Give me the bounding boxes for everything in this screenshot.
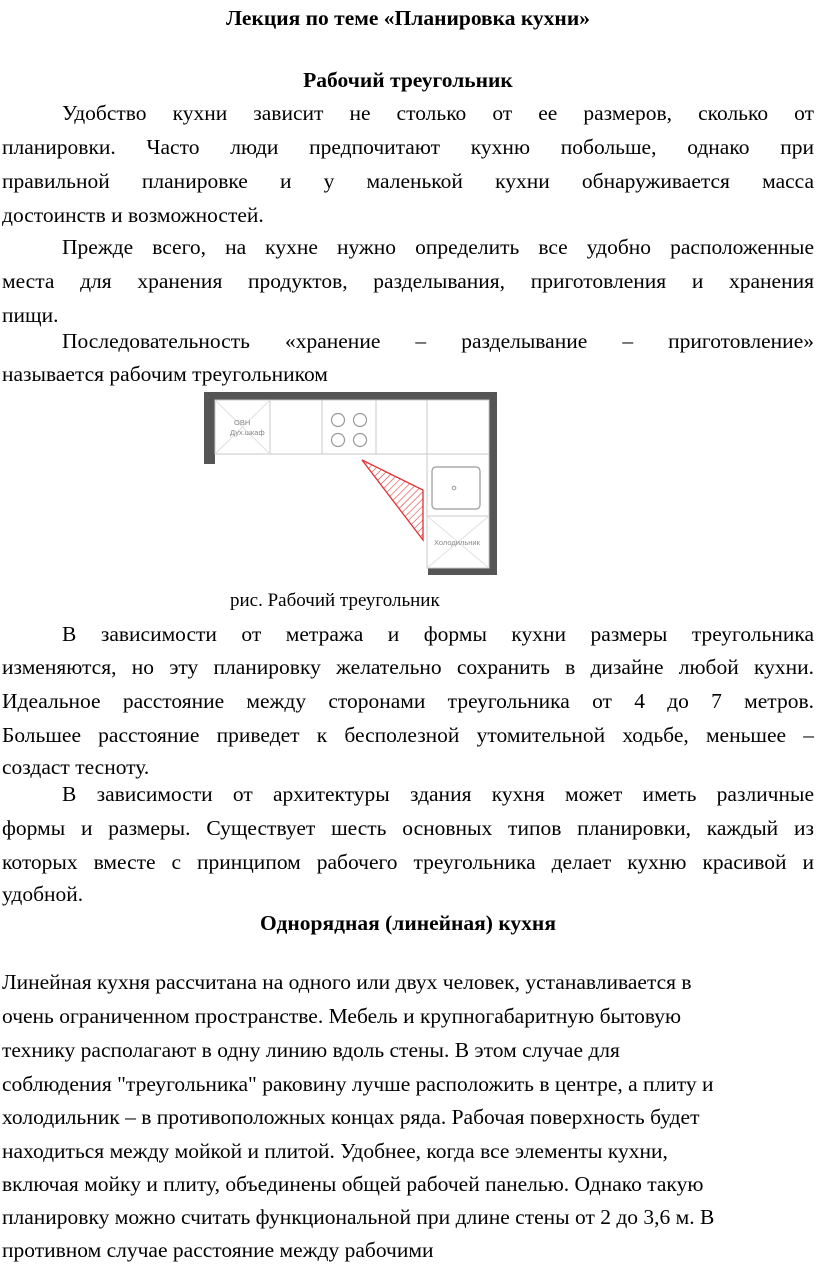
oven-label: ОВН	[234, 418, 251, 427]
paragraph-line: Прежде всего, на кухне нужно определить все удобно расположенные	[62, 235, 814, 259]
paragraph-line: противном случае расстояние между рабочими	[2, 1238, 434, 1262]
paragraph-line: Идеальное расстояние между сторонами треугольника от 4 до 7 метров.	[2, 689, 814, 713]
burner-icon	[354, 434, 367, 447]
kitchen-plan-figure	[204, 392, 504, 578]
paragraph-line: Линейная кухня рассчитана на одного или двух человек, устанавливается в	[2, 970, 692, 994]
section-heading-work-triangle: Рабочий треугольник	[303, 68, 513, 92]
paragraph-line: изменяются, но эту планировку желательно сохранить в дизайне любой кухни.	[2, 655, 814, 679]
paragraph-line: В зависимости от архитектуры здания кухня может иметь различные	[62, 782, 814, 806]
kitchen-plan-drawing	[204, 392, 504, 578]
paragraph-line: достоинств и возможностей.	[2, 203, 264, 227]
paragraph-line: соблюдения "треугольника" раковину лучше расположить в центре, а плиту и	[2, 1072, 714, 1096]
figure-caption: рис. Рабочий треугольник	[230, 590, 440, 611]
paragraph-line: Большее расстояние приведет к бесполезной утомительной ходьбе, меньшее –	[2, 723, 814, 747]
paragraph-line: очень ограниченном пространстве. Мебель и крупногабаритную бытовую	[2, 1004, 682, 1028]
burner-icon	[332, 414, 345, 427]
paragraph-line: включая мойку и плиту, объединены общей рабочей панелью. Однако такую	[2, 1172, 704, 1196]
paragraph-line: удобной.	[2, 882, 84, 906]
paragraph-line: формы и размеры. Существует шесть основных типов планировки, каждый из	[2, 816, 814, 840]
burner-icon	[354, 414, 367, 427]
paragraph-line: которых вместе с принципом рабочего треугольника делает кухню красивой и	[2, 850, 814, 874]
paragraph-line: находиться между мойкой и плитой. Удобнее, когда все элементы кухни,	[2, 1139, 668, 1163]
paragraph-line: места для хранения продуктов, разделывания, приготовления и хранения	[2, 269, 814, 293]
paragraph-line: создаст тесноту.	[2, 755, 150, 779]
paragraph-line: холодильник – в противоположных концах ряда. Рабочая поверхность будет	[2, 1105, 700, 1129]
fridge-label: Холодильник	[434, 538, 480, 547]
burner-icon	[332, 434, 345, 447]
paragraph-line: технику располагают в одну линию вдоль стены. В этом случае для	[2, 1038, 620, 1062]
work-triangle-shape	[362, 460, 423, 540]
paragraph-line: планировки. Часто люди предпочитают кухню побольше, однако при	[2, 135, 814, 159]
document-title: Лекция по теме «Планировка кухни»	[226, 6, 590, 30]
top-counter	[215, 400, 489, 454]
paragraph-line: Последовательность «хранение – разделывание – приготовление»	[62, 329, 814, 353]
paragraph-line: В зависимости от метража и формы кухни размеры треугольника	[62, 622, 814, 646]
paragraph-line: называется рабочим треугольником	[2, 362, 328, 386]
paragraph-line: планировку можно считать функциональной при длине стены от 2 до 3,6 м. В	[2, 1205, 715, 1229]
paragraph-line: правильной планировке и у маленькой кухни обнаруживается масса	[2, 169, 814, 193]
paragraph-line: пищи.	[2, 303, 59, 327]
section-heading-linear-kitchen: Однорядная (линейная) кухня	[260, 911, 556, 935]
paragraph-line: Удобство кухни зависит не столько от ее размеров, сколько от	[62, 101, 814, 125]
oven-label: Дух.шкаф	[230, 428, 265, 437]
